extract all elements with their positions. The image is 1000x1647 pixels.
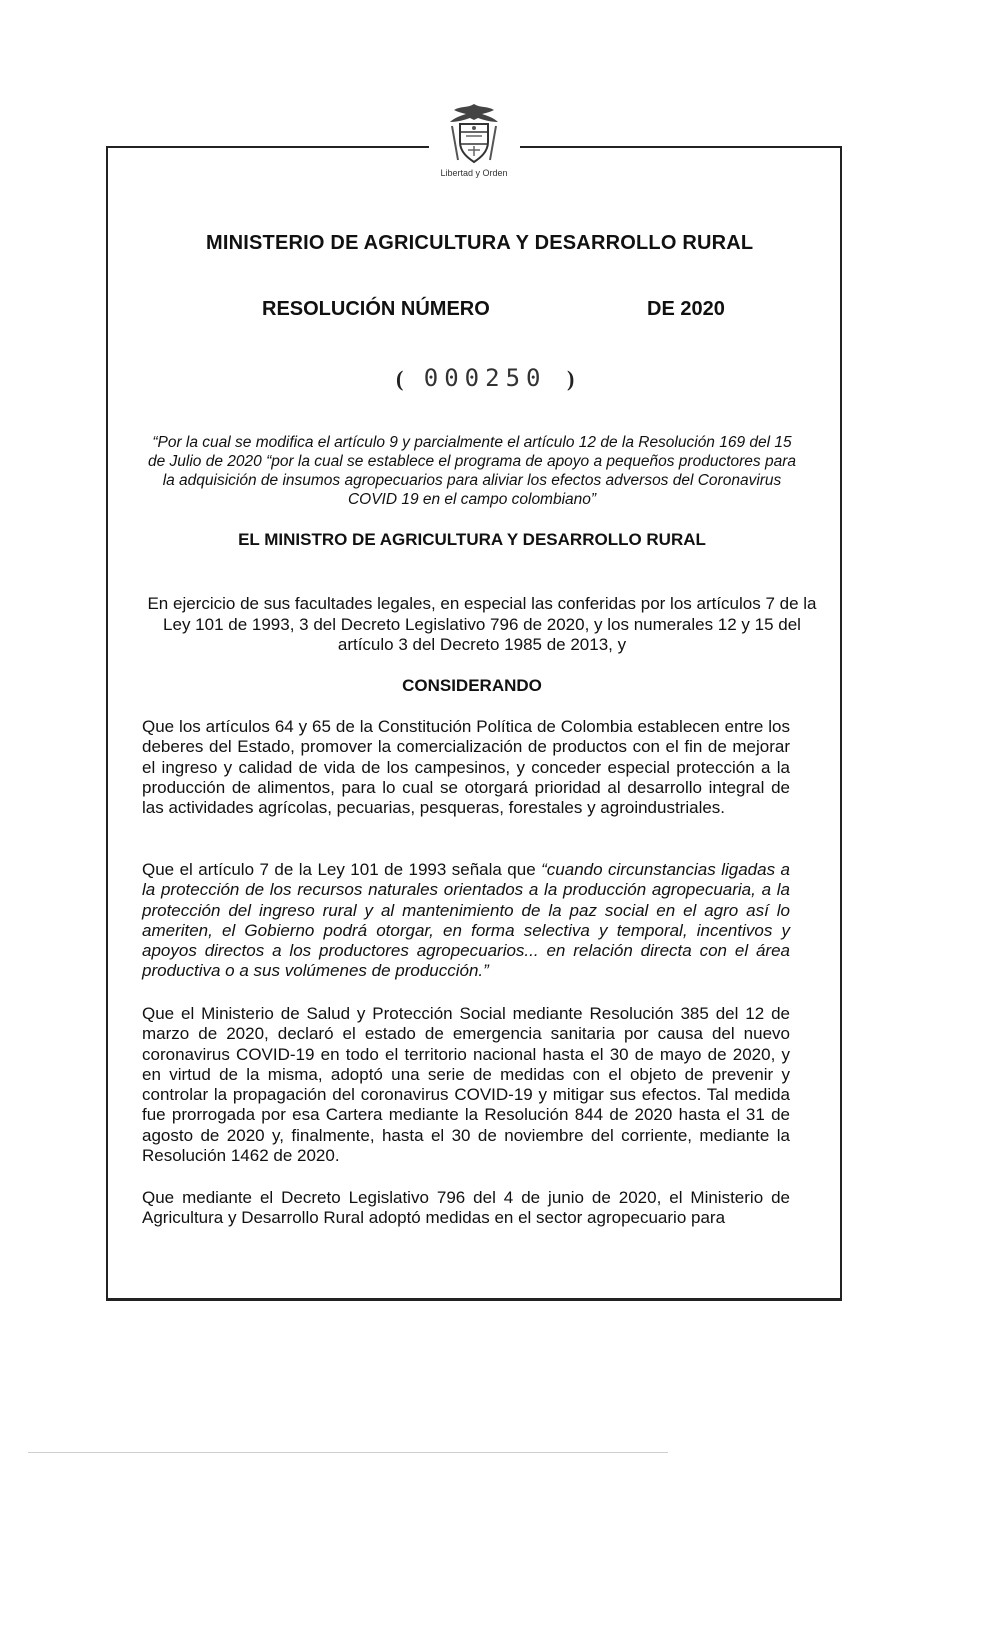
resolution-year: DE 2020 [647, 298, 725, 320]
legal-powers-text: En ejercicio de sus facultades legales, en especial las conferidas por los artículos 7 de la Ley 101 de 1993, 3 del Decreto Legislativo 796 de 2020, y los numerales 12 y 15 del artículo 3 del Decreto 1985 de 2013, y [147, 594, 817, 654]
resolution-number-label: RESOLUCIÓN NÚMERO [262, 298, 490, 320]
stamp-close-mark: ) [566, 366, 575, 391]
colombia-coat-of-arms-icon [438, 100, 510, 166]
minister-heading: EL MINISTRO DE AGRICULTURA Y DESARROLLO RURAL [238, 530, 706, 549]
scan-artifact-line [28, 1452, 668, 1453]
considering-heading: CONSIDERANDO [402, 676, 542, 695]
ministry-title: MINISTERIO DE AGRICULTURA Y DESARROLLO RURAL [206, 232, 754, 254]
paragraph-2-quote: “cuando circunstancias ligadas a la protección de los recursos naturales orientados a la producción agropecuaria, a la protección del ingreso rural y al mantenimiento de la paz social en el agro así lo ameriten, el Gobierno podrá otorgar, en forma selectiva y temporal, incentivos y apoyos directos a los productores agropecuarios... en relación directa con el área productiva o a sus volúmenes de producción.” [142, 860, 790, 981]
considering-paragraph-2 [142, 860, 790, 982]
resolution-subject: “Por la cual se modifica el artículo 9 y parcialmente el artículo 12 de la Resolución 169 del 15 de Julio de 2020 “por la cual se establece el programa de apoyo a pequeños productores para la adquisición de insumos agropecuarios para aliviar los efectos adversos del Coronavirus COVID 19 en el campo colombiano” [148, 434, 796, 508]
paragraph-2-intro: Que el artículo 7 de la Ley 101 de 1993 señala que [142, 860, 542, 879]
resolution-number-stamp [396, 364, 574, 392]
stamp-number: 000250 [423, 364, 547, 392]
coat-of-arms-seal [428, 100, 520, 190]
considering-paragraph-1: Que los artículos 64 y 65 de la Constitución Política de Colombia establecen entre los deberes del Estado, promover la comercialización de productos con el fin de mejorar el ingreso y calidad de vida de los campesinos, y conceder especial protección a la producción de alimentos, para lo cual se otorgará prioridad al desarrollo integral de las actividades agrícolas, pecuarias, pesqueras, forestales y agroindustriales. [142, 717, 790, 818]
considering-paragraph-3: Que el Ministerio de Salud y Protección Social mediante Resolución 385 del 12 de marzo de 2020, declaró el estado de emergencia sanitaria por causa del nuevo coronavirus COVID-19 en todo el territorio nacional hasta el 30 de mayo de 2020, y en virtud de la misma, adoptó una serie de medidas con el objeto de prevenir y controlar la propagación del coronavirus COVID-19 y mitigar sus efectos. Tal medida fue prorrogada por esa Cartera mediante la Resolución 844 de 2020 hasta el 31 de agosto de 2020 y, finalmente, hasta el 30 de noviembre del corriente, mediante la Resolución 1462 de 2020. [142, 1004, 790, 1166]
stamp-open-mark: ( [396, 366, 404, 391]
page-border-top-left [106, 146, 429, 148]
considering-paragraph-4: Que mediante el Decreto Legislativo 796 del 4 de junio de 2020, el Ministerio de Agricultura y Desarrollo Rural adoptó medidas en el sector agropecuario para [142, 1188, 790, 1228]
seal-motto: Libertad y Orden [440, 168, 508, 178]
page-border-top-right [520, 146, 840, 148]
